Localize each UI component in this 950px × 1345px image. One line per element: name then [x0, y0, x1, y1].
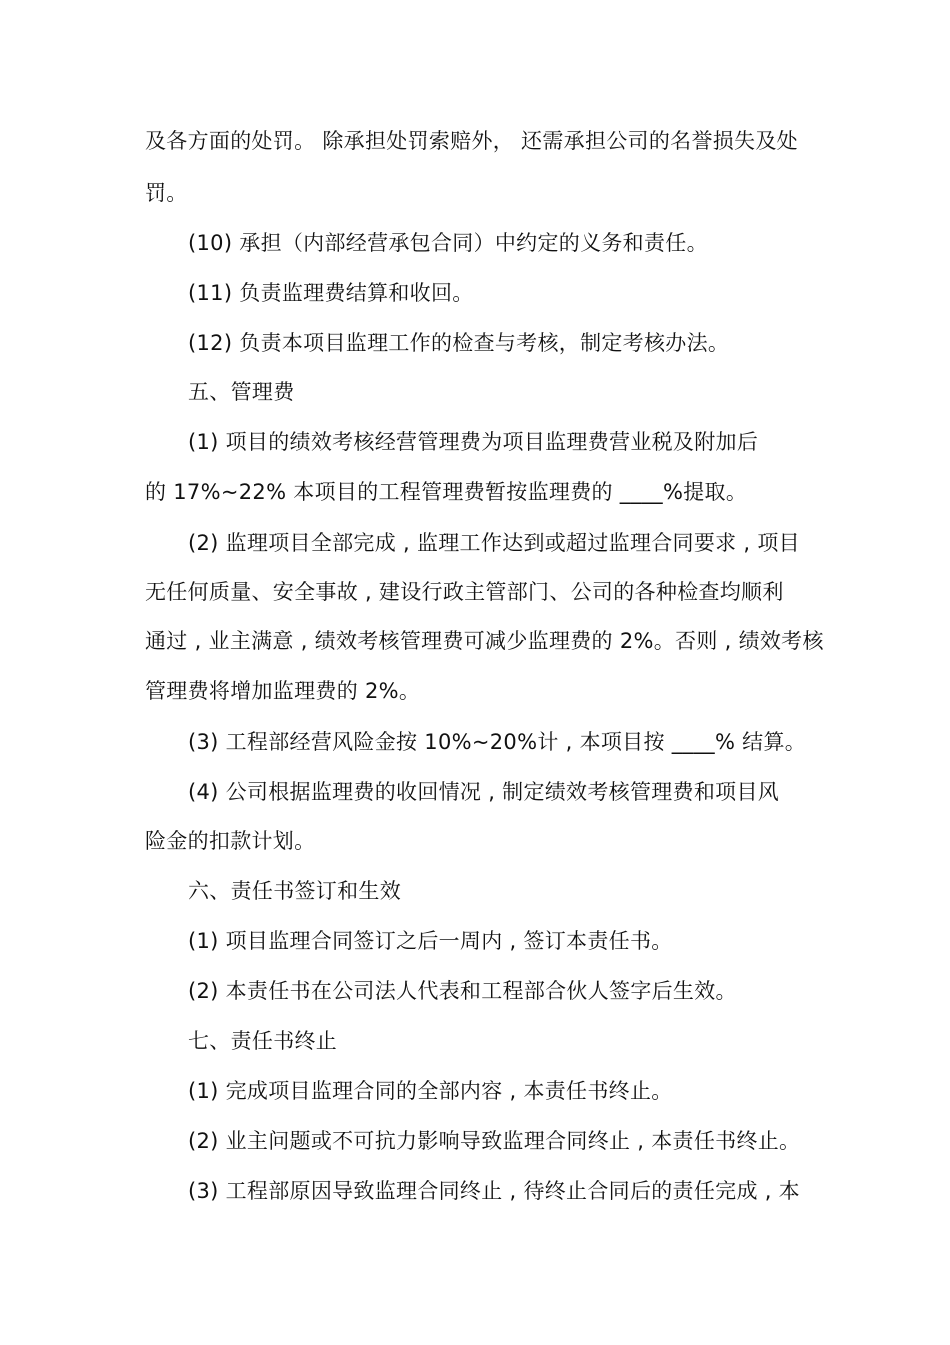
text-line: 的 17%~22% 本项目的工程管理费暂按监理费的 ____%提取。	[145, 480, 748, 504]
text-line: (2) 本责任书在公司法人代表和工程部合伙人签字后生效。	[188, 979, 737, 1003]
text-line: (3) 工程部经营风险金按 10%~20%计 , 本项目按 ____% 结算。	[188, 730, 807, 754]
text-line: 通过 , 业主满意 , 绩效考核管理费可减少监理费的 2%。否则 , 绩效考核	[145, 629, 824, 653]
text-line: (3) 工程部原因导致监理合同终止 , 待终止合同后的责任完成 , 本	[188, 1179, 800, 1203]
section-heading: 五、管理费	[188, 380, 295, 404]
text-line: (2) 监理项目全部完成 , 监理工作达到或超过监理合同要求 , 项目	[188, 531, 800, 555]
text-line: (12) 负责本项目监理工作的检查与考核，制定考核办法。	[188, 331, 730, 355]
text-line: 罚。	[145, 181, 188, 205]
text-line: 无任何质量、安全事故 , 建设行政主管部门、公司的各种检查均顺利	[145, 580, 784, 604]
text-line: 险金的扣款计划。	[145, 829, 316, 853]
section-heading: 六、责任书签订和生效	[188, 879, 401, 903]
text-line: 及各方面的处罚。 除承担处罚索赔外， 还需承担公司的名誉损失及处	[145, 129, 798, 153]
text-line: (10) 承担（内部经营承包合同）中约定的义务和责任。	[188, 231, 708, 255]
section-heading: 七、责任书终止	[188, 1029, 338, 1053]
text-line: 管理费将增加监理费的 2%。	[145, 679, 421, 703]
text-line: (1) 完成项目监理合同的全部内容 , 本责任书终止。	[188, 1079, 673, 1103]
text-line: (4) 公司根据监理费的收回情况 , 制定绩效考核管理费和项目风	[188, 780, 780, 804]
text-line: (2) 业主问题或不可抗力影响导致监理合同终止 , 本责任书终止。	[188, 1129, 801, 1153]
text-line: (11) 负责监理费结算和收回。	[188, 281, 474, 305]
text-line: (1) 项目监理合同签订之后一周内 , 签订本责任书。	[188, 929, 673, 953]
text-line: (1) 项目的绩效考核经营管理费为项目监理费营业税及附加后	[188, 430, 759, 454]
